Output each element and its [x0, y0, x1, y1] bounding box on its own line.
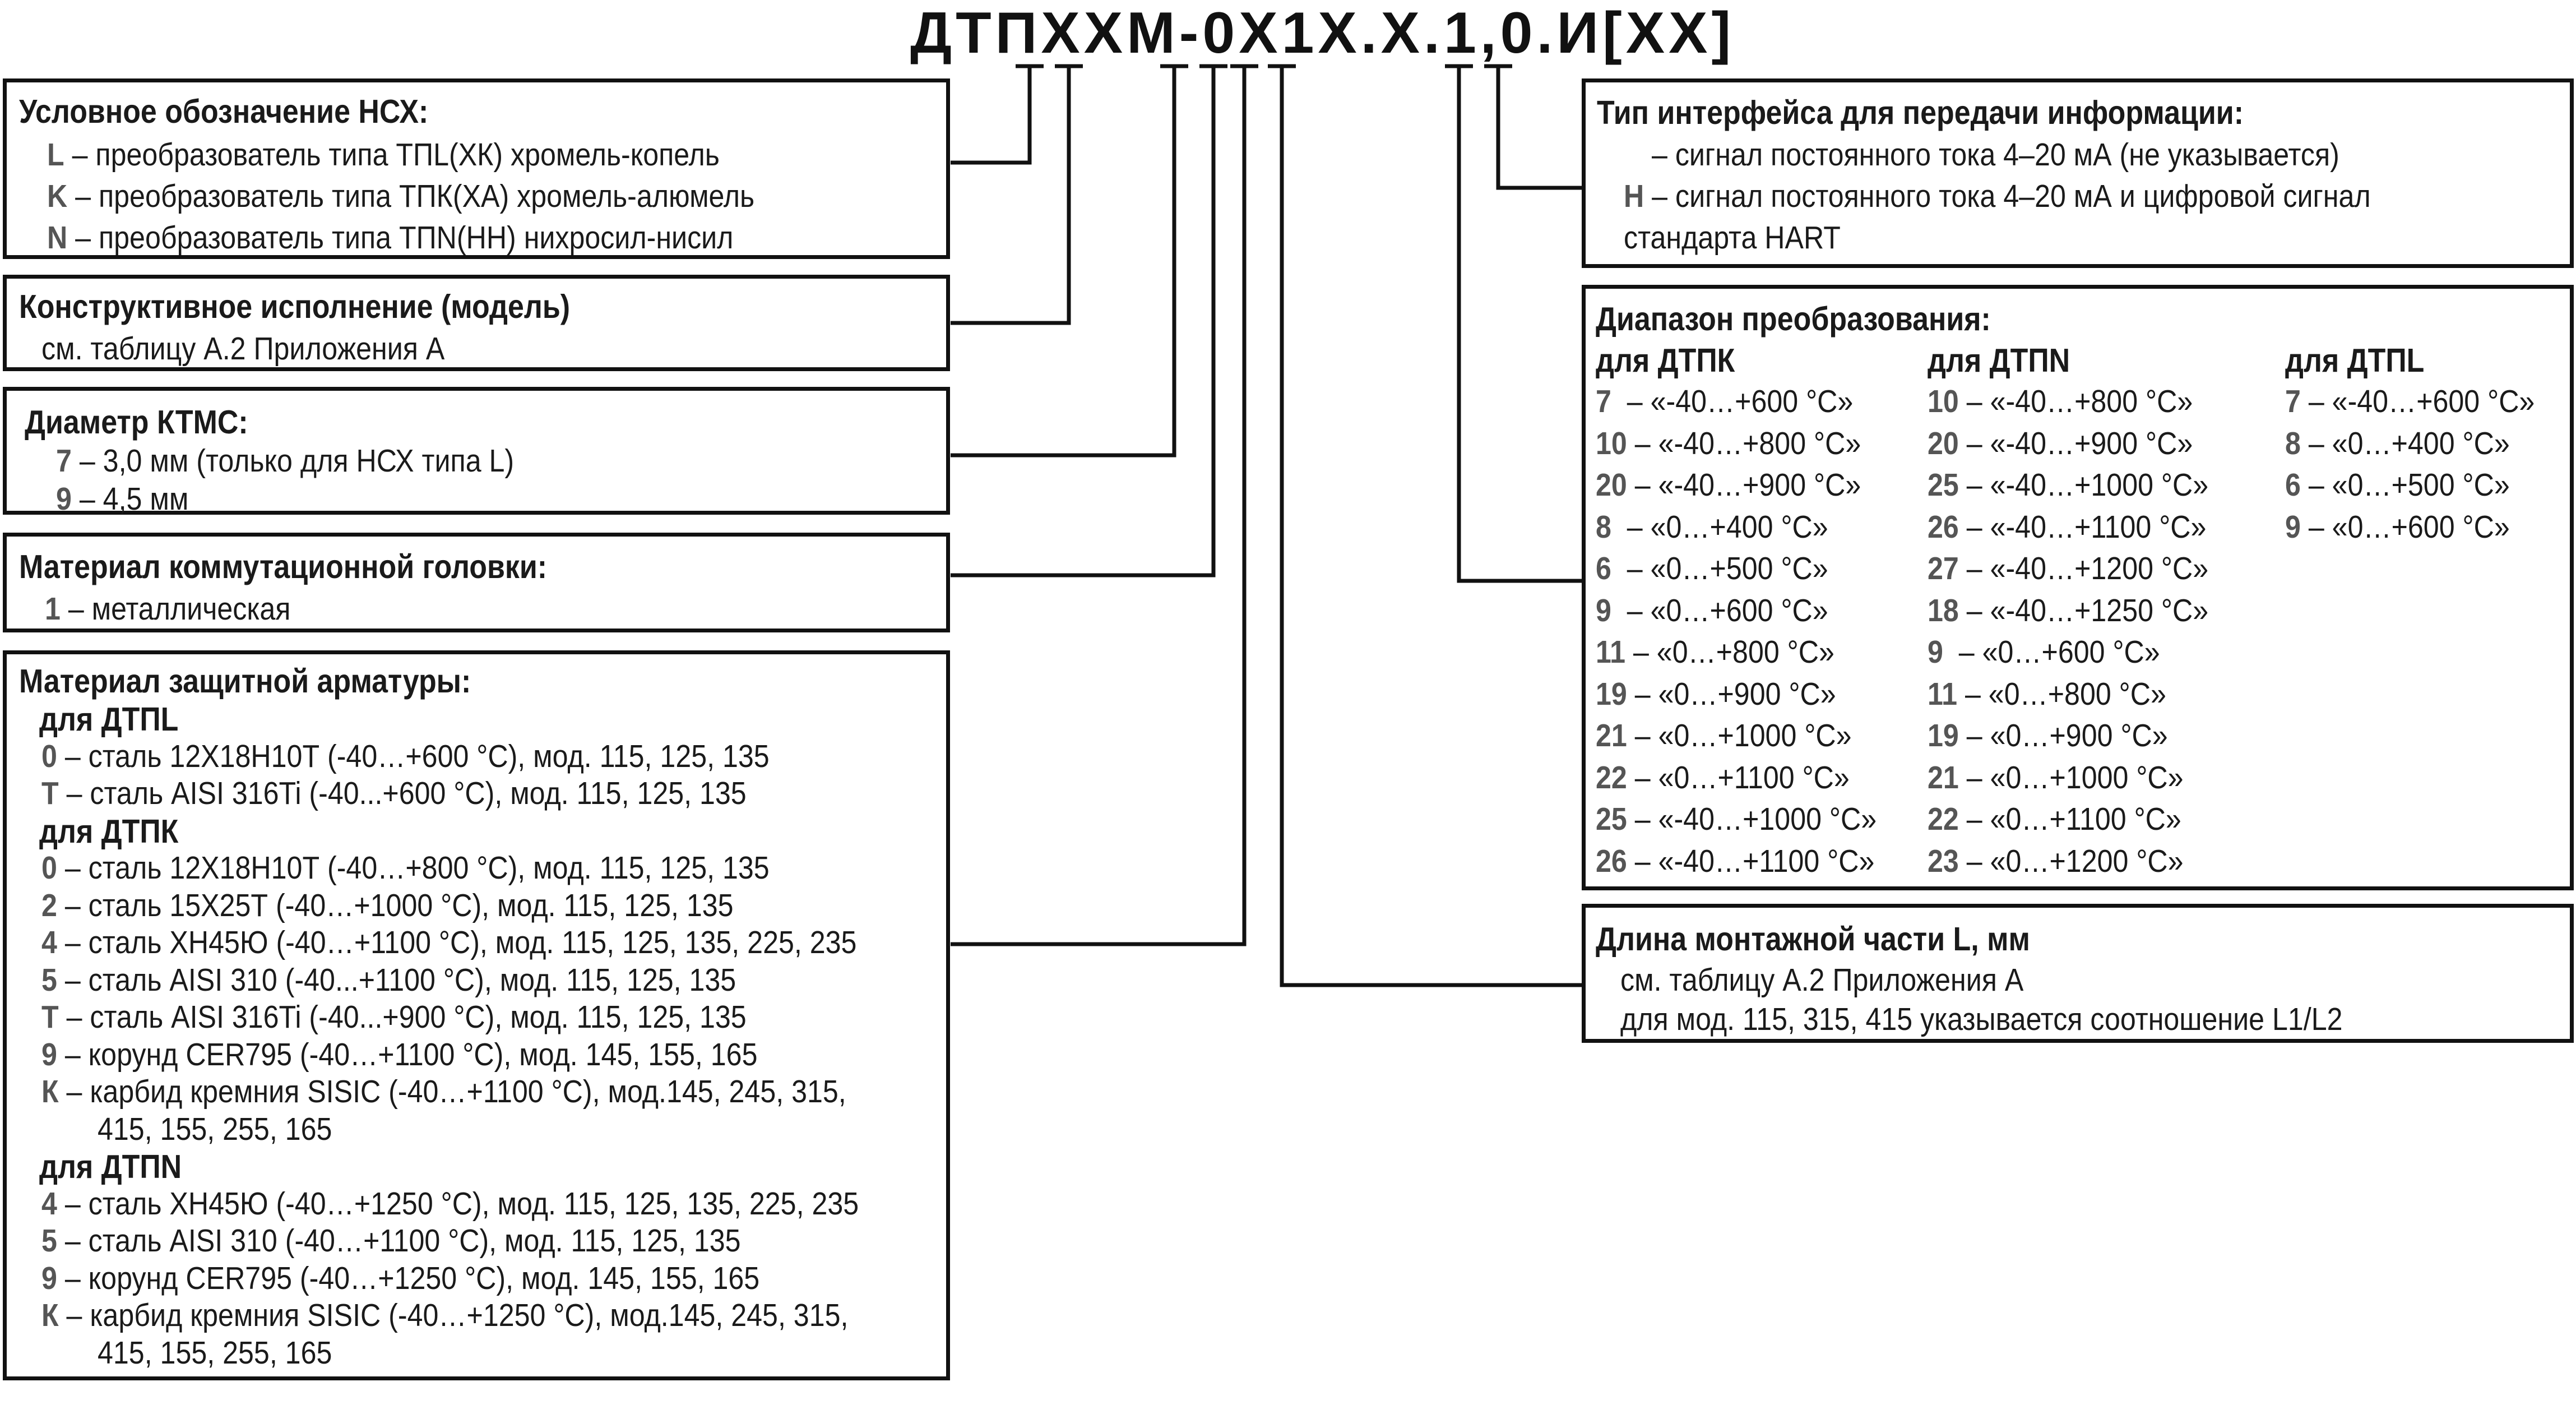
range-item: 11 – «0…+800 °С» — [1928, 676, 2166, 712]
list-item: для мод. 115, 315, 415 указывается соотношение L1/L2 — [1620, 1001, 2343, 1037]
list-item: см. таблицу А.2 Приложения А — [1620, 962, 2024, 998]
range-item: 27 – «-40…+1200 °С» — [1928, 551, 2209, 586]
list-item: – сигнал постоянного тока 4–20 мА (не указывается) — [1652, 137, 2339, 173]
range-item: 20 – «-40…+900 °С» — [1928, 425, 2193, 461]
list-item: Т – сталь AISI 316Ti (-40...+900 °С), мод. 115, 125, 135 — [41, 999, 747, 1035]
list-item: 5 – сталь AISI 310 (-40...+1100 °С), мод. 115, 125, 135 — [41, 962, 736, 998]
list-item: стандарта HART — [1624, 220, 1841, 256]
list-item: 4 – сталь ХН45Ю (-40…+1250 °С), мод. 115, 125, 135, 225, 235 — [41, 1185, 859, 1222]
range-item: 7 – «-40…+600 °С» — [2285, 383, 2535, 419]
list-item: 415, 155, 255, 165 — [98, 1334, 332, 1371]
column-title: для ДТПN — [1928, 342, 2070, 379]
list-item: Н – сигнал постоянного тока 4–20 мА и цифровой сигнал — [1624, 178, 2371, 214]
list-item: 9 – корунд CER795 (-40…+1100 °С), мод. 145, 155, 165 — [41, 1036, 758, 1073]
list-item: 9 – 4,5 мм — [56, 481, 189, 517]
list-item: 7 – 3,0 мм (только для НСХ типа L) — [56, 443, 515, 479]
box-header: Конструктивное исполнение (модель) — [19, 288, 571, 325]
model-box — [3, 275, 950, 371]
list-item: 5 – сталь AISI 310 (-40…+1100 °С), мод. 115, 125, 135 — [41, 1223, 741, 1259]
list-item: 0 – сталь 12Х18Н10Т (-40…+600 °С), мод. 115, 125, 135 — [41, 738, 770, 774]
list-item: L – преобразователь типа ТПL(ХК) хромель-копель — [47, 137, 720, 173]
range-item: 7 – «-40…+600 °С» — [1596, 383, 1854, 419]
range-item: 9 – «0…+600 °С» — [1596, 592, 1828, 629]
range-item: 26 – «-40…+1100 °С» — [1928, 509, 2207, 545]
group-title: для ДТПК — [39, 812, 179, 850]
ktms-box — [3, 387, 950, 515]
range-item: 6 – «0…+500 °С» — [1596, 551, 1828, 586]
range-item: 10 – «-40…+800 °С» — [1928, 383, 2193, 419]
list-item: К – карбид кремния SISIC (-40…+1250 °С), мод.145, 245, 315, — [41, 1297, 849, 1333]
list-item: N – преобразователь типа ТПN(НН) нихросил-нисил — [47, 220, 734, 256]
range-item: 11 – «0…+800 °С» — [1596, 634, 1834, 670]
range-item: 19 – «0…+900 °С» — [1928, 718, 2168, 754]
length-box — [1582, 904, 2574, 1043]
range-item: 8 – «0…+400 °С» — [2285, 425, 2510, 461]
box-header: Тип интерфейса для передачи информации: — [1597, 94, 2244, 131]
interface-box — [1582, 78, 2574, 268]
range-item: 21 – «0…+1000 °С» — [1596, 718, 1852, 754]
list-item: 4 – сталь ХН45Ю (-40…+1100 °С), мод. 115, 125, 135, 225, 235 — [41, 925, 857, 960]
range-item: 6 – «0…+500 °С» — [2285, 467, 2510, 503]
column-title: для ДТПК — [1596, 342, 1735, 379]
armor-box — [3, 650, 950, 1380]
head-box — [3, 533, 950, 632]
range-item: 9 – «0…+600 °С» — [1928, 634, 2160, 670]
nsh-box — [3, 78, 950, 259]
box-header: Длина монтажной части L, мм — [1596, 921, 2030, 958]
list-item: К – карбид кремния SISIC (-40…+1100 °С), мод.145, 245, 315, — [41, 1074, 846, 1110]
list-item: Т – сталь AISI 316Ti (-40...+600 °С), мод. 115, 125, 135 — [41, 775, 747, 811]
range-item: 20 – «-40…+900 °С» — [1596, 467, 1861, 503]
list-item: K – преобразователь типа ТПК(ХА) хромель-алюмель — [47, 178, 755, 214]
range-item: 18 – «-40…+1250 °С» — [1928, 592, 2209, 629]
range-item: 25 – «-40…+1000 °С» — [1596, 801, 1877, 837]
box-header: Материал защитной арматуры: — [19, 663, 471, 700]
box-header: Условное обозначение НСХ: — [19, 93, 429, 130]
range-item: 8 – «0…+400 °С» — [1596, 509, 1828, 545]
box-header: Диаметр КТМС: — [25, 404, 248, 441]
range-box — [1582, 285, 2574, 890]
range-item: 21 – «0…+1000 °С» — [1928, 759, 2184, 796]
box-header: Материал коммутационной головки: — [19, 548, 548, 585]
list-item: 2 – сталь 15Х25Т (-40…+1000 °С), мод. 115, 125, 135 — [41, 887, 734, 923]
range-item: 9 – «0…+600 °С» — [2285, 509, 2510, 545]
range-item: 25 – «-40…+1000 °С» — [1928, 467, 2209, 503]
model-code-title: ДТПXXМ-0X1X.X.1,0.И[XX] — [910, 1, 1735, 66]
range-item: 22 – «0…+1100 °С» — [1928, 801, 2181, 837]
range-item: 26 – «-40…+1100 °С» — [1596, 843, 1875, 879]
list-item: 1 – металлическая — [45, 591, 291, 627]
range-item: 10 – «-40…+800 °С» — [1596, 425, 1861, 461]
list-item: 415, 155, 255, 165 — [98, 1111, 332, 1147]
list-item: 0 – сталь 12Х18Н10Т (-40…+800 °С), мод. 115, 125, 135 — [41, 850, 770, 886]
group-title: для ДТПL — [39, 701, 179, 738]
group-title: для ДТПN — [39, 1148, 182, 1185]
column-title: для ДТПL — [2285, 342, 2425, 379]
list-item: 9 – корунд CER795 (-40…+1250 °С), мод. 145, 155, 165 — [41, 1260, 760, 1296]
range-item: 22 – «0…+1100 °С» — [1596, 759, 1850, 796]
box-header: Диапазон преобразования: — [1596, 301, 1991, 338]
range-item: 23 – «0…+1200 °С» — [1928, 843, 2184, 879]
range-item: 19 – «0…+900 °С» — [1596, 676, 1836, 712]
list-item: см. таблицу А.2 Приложения А — [41, 331, 445, 367]
